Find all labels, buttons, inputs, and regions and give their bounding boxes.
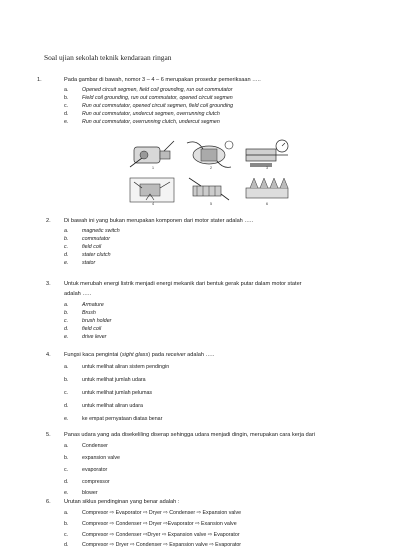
option-text: Compresor ⇨ Condenser ⇨Dryer ⇨ Expansion valve ⇨ Evaporator [82,532,240,538]
option-letter: e. [64,416,69,422]
option-text: brush holder [82,318,112,324]
picture-label-4: 4 [152,202,154,206]
option-letter: d. [64,542,69,548]
option-text: compressor [82,479,110,485]
option-letter: c. [64,390,69,396]
option-letter: b. [64,377,69,383]
question-3-text-continued: adalah ….. [64,291,92,297]
option-text: stator [82,260,96,266]
option-letter: a. [64,302,69,308]
option-letter: c. [64,532,69,538]
option-text: magnetic switch [82,228,120,234]
option-text: Compresor ⇨ Condenser ⇨ Dryer ⇨Evaporator ⇨ Exansion valve [82,521,237,527]
question-4-sight-glass: sight glass [121,352,149,358]
picture-label-3: 3 [266,166,268,170]
picture-label-5: 5 [210,202,212,206]
question-1-number: 1. [37,77,42,83]
option-letter: b. [64,95,69,101]
question-4-receiver: receiver [165,352,186,358]
picture-label-6: 6 [266,202,268,206]
option-text: untuk melihat aliran sistem pendingin [82,364,170,370]
inspection-picture-4 [126,172,180,206]
option-text: Condenser [82,443,108,449]
question-4-text [64,352,214,358]
question-5-text: Panas udara yang ada disekeliling diserap sehingga udara menjadi dingin, merupakan cara kerja dari [64,432,315,438]
option-text: Armature [82,302,104,308]
option-text: Opened circuit segmen, field coil grounding, run out commutator [82,87,233,93]
option-letter: d. [64,479,69,485]
option-letter: e. [64,260,69,266]
picture-label-1: 1 [152,166,154,170]
option-letter: c. [64,103,69,109]
option-text: commutator [82,236,110,242]
option-letter: e. [64,334,69,340]
question-1-text: Pada gambar di bawah, nomor 3 – 4 – 6 merupakan prosedur pemeriksaan ….. [64,77,261,83]
question-4-text-c: ) pada [148,352,166,358]
option-letter: a. [64,228,69,234]
option-text: field coil [82,244,102,250]
option-text: untuk melihat aliran udara [82,403,143,409]
question-4-number: 4. [46,352,51,358]
option-text: Compresor ⇨ Evaporator ⇨ Dryer ⇨ Condenser ⇨ Expansion valve [82,510,242,516]
option-text: untuk melihat jumlah udara [82,377,146,383]
option-letter: a. [64,364,69,370]
question-6-number: 6. [46,499,51,505]
option-text: field coil [82,326,102,332]
option-letter: a. [64,87,69,93]
option-text: evaporator [82,467,108,473]
option-text: Run out commutator, opened circuit segmen, field coil grounding [82,103,234,109]
question-2-number: 2. [46,218,51,224]
option-letter: e. [64,490,69,496]
option-letter: d. [64,403,69,409]
inspection-picture-5 [183,172,237,206]
option-letter: a. [64,443,69,449]
option-letter: b. [64,236,69,242]
question-2-text: Di bawah ini yang bukan merupakan komponen dari motor stater adalah ….. [64,218,254,224]
option-letter: c. [64,244,69,250]
inspection-picture-6 [240,172,294,206]
page-title: Soal ujian sekolah teknik kendaraan ringan [44,53,172,62]
option-letter: d. [64,111,69,117]
option-text: Run out commutator, undercut segmen, overrunning clutch [82,111,220,117]
option-text: Brush [82,310,96,316]
question-3-number: 3. [46,281,51,287]
option-letter: e. [64,119,69,125]
option-letter: c. [64,318,69,324]
option-letter: b. [64,455,69,461]
question-6-text: Urutan siklus pendinginan yang benar adalah : [64,499,180,505]
option-text: stater clutch [82,252,111,258]
option-text: expansion valve [82,455,120,461]
question-4-text-a: Fungsi kaca pengintai ( [64,352,122,358]
option-letter: b. [64,310,69,316]
option-letter: c. [64,467,69,473]
option-text: blower [82,490,98,496]
option-text: ke empat pernyataan diatas benar [82,416,163,422]
option-text: Field coil grounding, run out commutator, opened circuit segmen [82,95,233,101]
option-text: Run out commutator, overrunning clutch, undercut segmen [82,119,220,125]
option-text: drive lever [82,334,107,340]
option-text: Compresor ⇨ Dryer ⇨ Condenser ⇨ Expansion valve ⇨ Evaporator [82,542,242,548]
option-letter: d. [64,326,69,332]
option-letter: b. [64,521,69,527]
question-3-text: Untuk merubah energi listrik menjadi energi mekanik dari bentuk gerak putar dalam motor stater [64,281,302,287]
option-text: untuk melihat jumlah pelumas [82,390,153,396]
option-letter: d. [64,252,69,258]
question-4-text-e: adalah ….. [185,352,215,358]
option-letter: a. [64,510,69,516]
question-5-number: 5. [46,432,51,438]
picture-label-2: 2 [210,166,212,170]
